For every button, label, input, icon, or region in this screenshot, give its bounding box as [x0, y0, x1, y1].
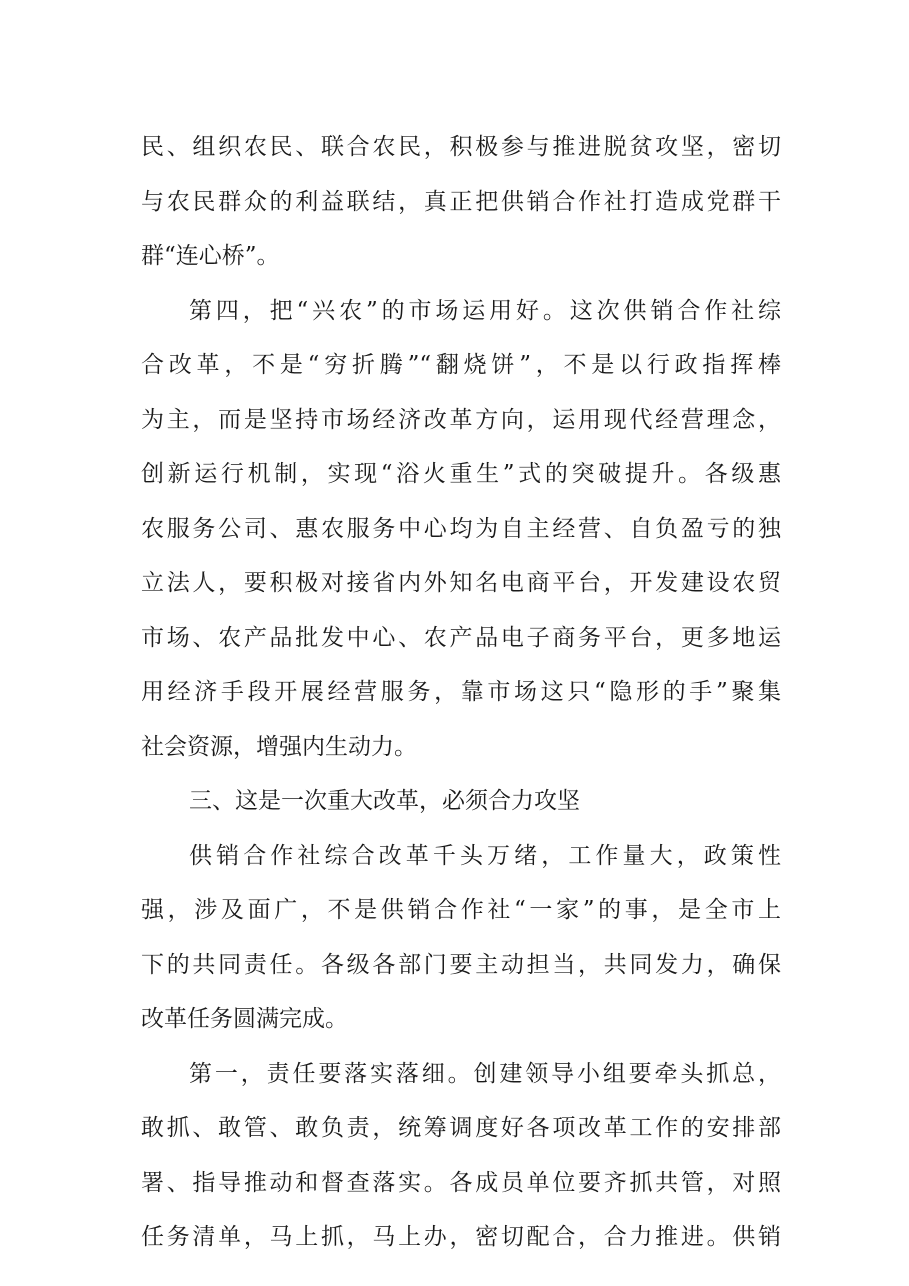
text-line: 立法人，要积极对接省内外知名电商平台，开发建设农贸 — [141, 570, 781, 596]
section-heading: 三、这是一次重大改革，必须合力攻坚 — [189, 788, 580, 814]
paragraph-start-line: 第四，把“兴农”的市场运用好。这次供销合作社综 — [189, 297, 781, 324]
text-line: 农服务公司、惠农服务中心均为自主经营、自负盈亏的独 — [141, 515, 781, 542]
text-line: 改革任务圆满完成。 — [141, 1006, 348, 1032]
paragraph-start-line: 第一，责任要落实落细。创建领导小组要牵头抓总， — [189, 1060, 781, 1087]
text-line: 下的共同责任。各级各部门要主动担当，共同发力，确保 — [141, 951, 781, 978]
text-line: 社会资源，增强内生动力。 — [141, 733, 417, 760]
text-line: 任务清单，马上抓，马上办，密切配合，合力推进。供销 — [141, 1224, 781, 1250]
text-line: 民、组织农民、联合农民，积极参与推进脱贫攻坚，密切 — [141, 134, 781, 160]
text-line: 市场、农产品批发中心、农产品电子商务平台，更多地运 — [141, 624, 781, 651]
text-line: 用经济手段开展经营服务，靠市场这只“隐形的手”聚集 — [141, 679, 781, 705]
text-line: 敢抓、敢管、敢负责，统筹调度好各项改革工作的安排部 — [141, 1115, 781, 1141]
text-line: 合改革，不是“穷折腾”“翻烧饼”，不是以行政指挥棒 — [141, 352, 781, 378]
text-line: 强，涉及面广，不是供销合作社“一家”的事，是全市上 — [141, 897, 781, 923]
text-line: 署、指导推动和督查落实。各成员单位要齐抓共管，对照 — [141, 1169, 781, 1196]
document-body — [141, 120, 781, 1265]
text-line: 与农民群众的利益联结，真正把供销合作社打造成党群干 — [141, 188, 781, 215]
paragraph-start-line: 供销合作社综合改革千头万绪，工作量大，政策性 — [189, 842, 781, 869]
text-line: 创新运行机制，实现“浴火重生”式的突破提升。各级惠 — [141, 461, 781, 487]
text-line: 为主，而是坚持市场经济改革方向，运用现代经营理念， — [141, 406, 781, 433]
text-line: 群“连心桥”。 — [141, 243, 280, 269]
